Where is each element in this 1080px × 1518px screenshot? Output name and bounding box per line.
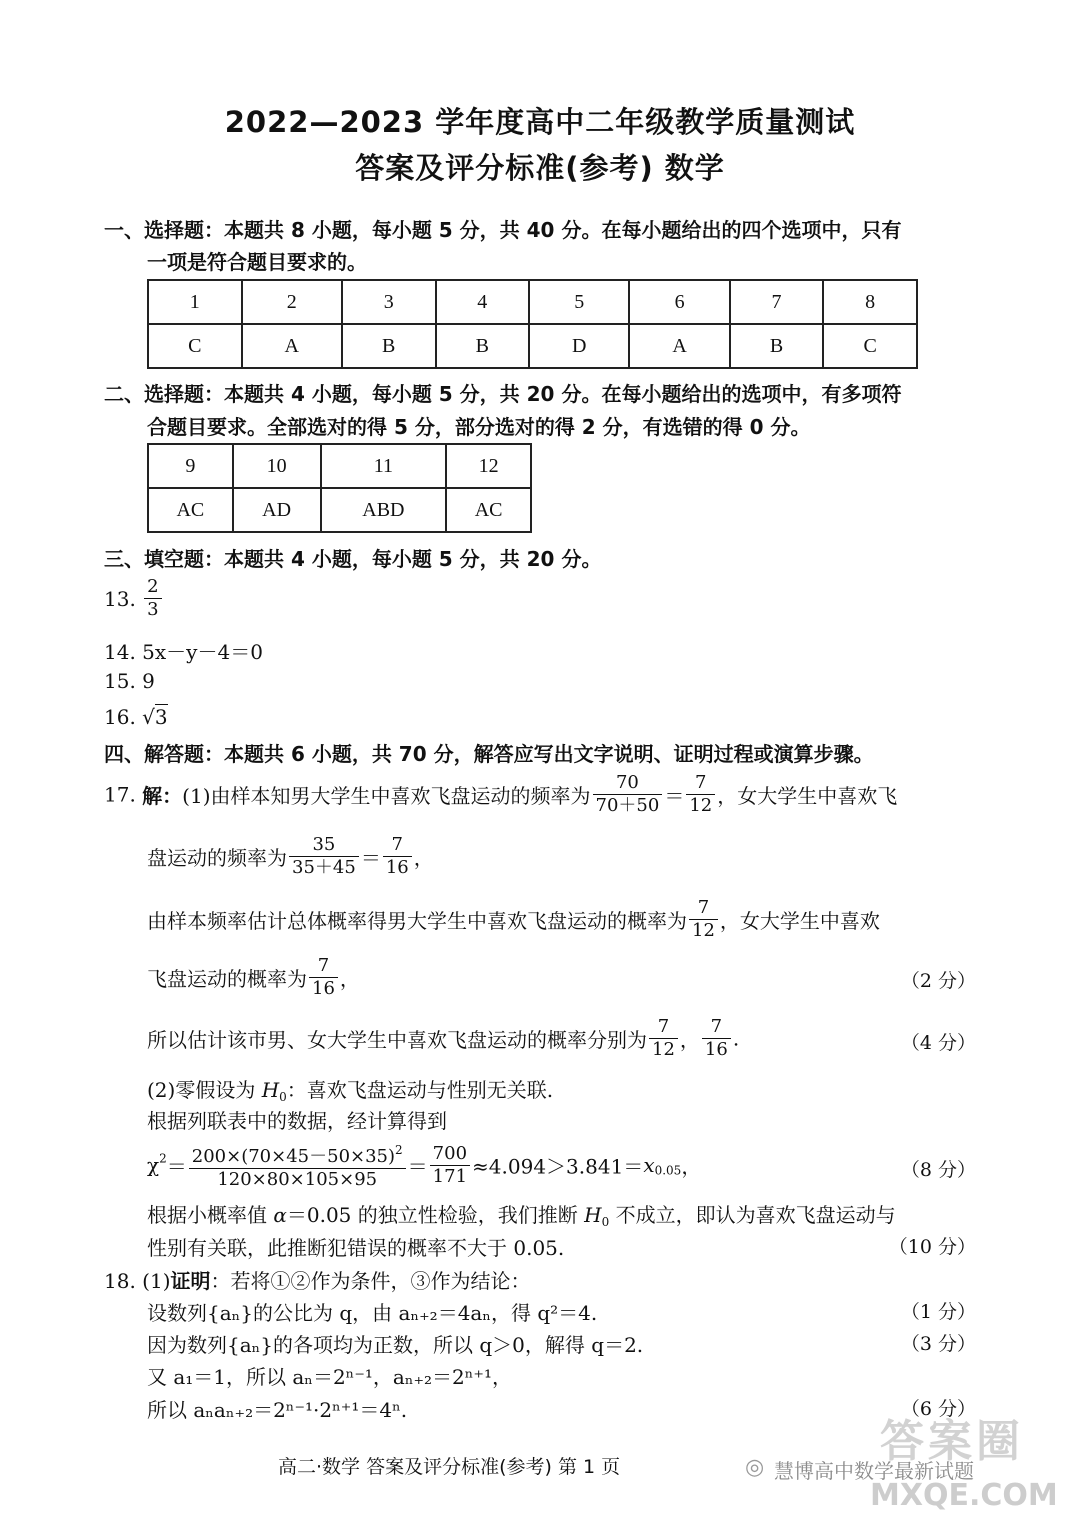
table-cell: 8 [823, 280, 917, 324]
answer-table-1 [147, 279, 918, 369]
fraction: $\frac{7}{12}$ [689, 897, 718, 942]
answer-label: 13. [104, 586, 136, 611]
table-row-answers [148, 488, 531, 532]
table-cell: AC [148, 488, 233, 532]
table-cell: A [242, 324, 342, 368]
section1-heading: 一、选择题：本题共 8 小题，每小题 5 分，共 40 分。在每小题给出的四个选项中，只有 [104, 218, 902, 242]
fraction: $\frac{2}{3}$ [144, 576, 161, 621]
q18-line1: 18. (1)证明：若将①②作为条件，③作为结论： [104, 1269, 531, 1293]
q17-line4: 飞盘运动的概率为 $\frac{7}{16}$ ， [147, 955, 360, 999]
table-cell: AD [233, 488, 321, 532]
table-cell: ABD [321, 488, 447, 532]
answer-13 [104, 576, 164, 621]
q18-line4: 又 a₁＝1，所以 aₙ＝2ⁿ⁻¹，aₙ₊₂＝2ⁿ⁺¹， [147, 1365, 513, 1389]
answer-14: 14. 5x－y－4＝0 [104, 640, 263, 664]
q18-line5: 所以 aₙaₙ₊₂＝2ⁿ⁻¹·2ⁿ⁺¹＝4ⁿ. [147, 1398, 408, 1422]
fraction: $\frac{70}{70+50}$ [593, 772, 663, 817]
table-cell: 7 [730, 280, 824, 324]
table-cell: 1 [148, 280, 242, 324]
table-cell: C [823, 324, 917, 368]
q17-line3: 由样本频率估计总体概率得男大学生中喜欢飞盘运动的概率为 $\frac{7}{12}$ ，女大学生中喜欢 [147, 897, 880, 941]
table-row-numbers [148, 280, 917, 324]
table-cell: 10 [233, 444, 321, 488]
answer-table-2 [147, 443, 532, 533]
table-cell: B [436, 324, 530, 368]
table-cell: B [730, 324, 824, 368]
q17-line7: 根据列联表中的数据，经计算得到 [147, 1109, 447, 1133]
table-cell: 4 [436, 280, 530, 324]
score-note: （4 分） [900, 1032, 976, 1054]
page-footer: 高二·数学 答案及评分标准(参考) 第 1 页 [278, 1456, 621, 1478]
score-note: （6 分） [900, 1398, 976, 1420]
score-note: （1 分） [900, 1301, 976, 1323]
answer-16: 16. √3 [104, 705, 168, 729]
table-cell: A [629, 324, 729, 368]
watermark-text: 慧博高中数学最新试题 [774, 1459, 974, 1483]
table-row-answers [148, 324, 917, 368]
table-cell: 3 [342, 280, 436, 324]
table-cell: 5 [529, 280, 629, 324]
score-note: （3 分） [900, 1333, 976, 1355]
q18-line2: 设数列{aₙ}的公比为 q，由 aₙ₊₂＝4aₙ，得 q²＝4. [147, 1301, 598, 1325]
score-note: （10 分） [888, 1236, 976, 1258]
table-cell: 2 [242, 280, 342, 324]
q17-line2: 盘运动的频率为 $\frac{35}{35+45}$ ＝ $\frac{7}{16}$ ， [147, 834, 434, 878]
watermark-logo: 答案圈 [880, 1416, 1024, 1467]
section4-heading: 四、解答题：本题共 6 小题，共 70 分，解答应写出文字说明、证明过程或演算步骤。 [104, 742, 874, 766]
fraction: $\frac{7}{12}$ [649, 1016, 678, 1061]
table-cell: 12 [446, 444, 531, 488]
score-note: （8 分） [900, 1159, 976, 1181]
fraction: $\frac{7}{16}$ [309, 955, 338, 1000]
q17-line10: 性别有关联，此推断犯错误的概率不大于 0.05. [147, 1236, 565, 1260]
sqrt-icon: √ [142, 705, 155, 729]
fraction: $\frac{700}{171}$ [430, 1143, 470, 1188]
q17-line5: 所以估计该市男、女大学生中喜欢飞盘运动的概率分别为 $\frac{7}{12}$ ， $\frac{7}{16}$ . [147, 1016, 740, 1060]
fraction: $\frac{7}{16}$ [702, 1016, 731, 1061]
table-cell: C [148, 324, 242, 368]
table-cell: B [342, 324, 436, 368]
fraction: $\frac{35}{35+45}$ [289, 834, 359, 879]
section2-heading: 二、选择题：本题共 4 小题，每小题 5 分，共 20 分。在每小题给出的选项中，有多项符 [104, 382, 902, 406]
q18-line3: 因为数列{aₙ}的各项均为正数，所以 q＞0，解得 q＝2. [147, 1333, 644, 1357]
doc-subtitle: 答案及评分标准(参考) 数学 [355, 151, 725, 185]
fraction: $\frac{7}{12}$ [686, 772, 715, 817]
doc-title: 2022—2023 学年度高中二年级教学质量测试 [224, 105, 856, 139]
wechat-icon: ◎ [745, 1455, 765, 1480]
q17-line9: 根据小概率值 α＝0.05 的独立性检验，我们推断 $H_0$ 不成立，即认为喜欢飞盘运动与 [147, 1203, 896, 1229]
q17-chi-formula: $\chi^2=$ $\frac{200\times(70\times 45-50\times 35)^2}{120\times 80\times 105\times 95}$ ＝ $\frac{700}{171}$ $\approx 4.094>3.841=x_{0.05}$， [147, 1139, 701, 1191]
table-cell: D [529, 324, 629, 368]
q17-part2: (2)零假设为 $H_0$：喜欢飞盘运动与性别无关联. [147, 1078, 554, 1104]
section2-heading-cont: 合题目要求。全部选对的得 5 分，部分选对的得 2 分，有选错的得 0 分。 [147, 415, 811, 439]
fraction: $\frac{7}{16}$ [383, 834, 412, 879]
table-cell: 11 [321, 444, 447, 488]
answer-15: 15. 9 [104, 669, 155, 693]
section1-heading-cont: 一项是符合题目要求的。 [147, 250, 367, 274]
watermark-domain: MXQE.COM [870, 1478, 1058, 1513]
table-row-numbers [148, 444, 531, 488]
table-cell: 9 [148, 444, 233, 488]
fraction: $\frac{200\times(70\times 45-50\times 35)^2}{120\times 80\times 105\times 95}$ [189, 1139, 406, 1191]
section3-heading: 三、填空题：本题共 4 小题，每小题 5 分，共 20 分。 [104, 547, 602, 571]
table-cell: 6 [629, 280, 729, 324]
table-cell: AC [446, 488, 531, 532]
q17-line1: 17. 解：(1)由样本知男大学生中喜欢飞盘运动的频率为 $\frac{70}{70+50}$ ＝ $\frac{7}{12}$ ，女大学生中喜欢飞 [104, 772, 898, 816]
score-note: （2 分） [900, 970, 976, 992]
